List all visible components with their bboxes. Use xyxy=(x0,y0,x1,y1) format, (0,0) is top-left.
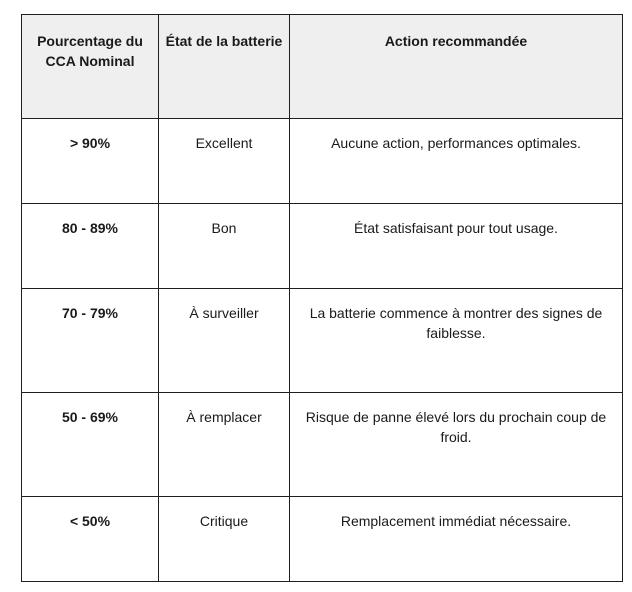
table-row xyxy=(22,393,623,497)
recommended-action-cell: La batterie commence à montrer des signes de faiblesse. xyxy=(290,289,623,393)
recommended-action-cell: Risque de panne élevé lors du prochain coup de froid. xyxy=(290,393,623,497)
cca-percentage-cell: < 50% xyxy=(22,497,159,582)
battery-state-cell: Critique xyxy=(159,497,290,582)
battery-state-cell: Excellent xyxy=(159,119,290,204)
table-row xyxy=(22,289,623,393)
battery-state-cell: À remplacer xyxy=(159,393,290,497)
recommended-action-cell: État satisfaisant pour tout usage. xyxy=(290,204,623,289)
recommended-action-cell: Remplacement immédiat nécessaire. xyxy=(290,497,623,582)
header-battery-state: État de la batterie xyxy=(159,15,290,119)
table-header xyxy=(22,15,623,119)
cca-percentage-cell: 70 - 79% xyxy=(22,289,159,393)
cca-percentage-cell: > 90% xyxy=(22,119,159,204)
cca-percentage-cell: 50 - 69% xyxy=(22,393,159,497)
table-row xyxy=(22,119,623,204)
battery-state-cell: Bon xyxy=(159,204,290,289)
header-row xyxy=(22,15,623,119)
cca-percentage-cell: 80 - 89% xyxy=(22,204,159,289)
header-recommended-action: Action recommandée xyxy=(290,15,623,119)
recommended-action-cell: Aucune action, performances optimales. xyxy=(290,119,623,204)
battery-cca-table xyxy=(21,14,623,582)
table-body xyxy=(22,119,623,582)
table-row xyxy=(22,497,623,582)
table-row xyxy=(22,204,623,289)
battery-state-cell: À surveiller xyxy=(159,289,290,393)
header-cca-percentage: Pourcentage du CCA Nominal xyxy=(22,15,159,119)
